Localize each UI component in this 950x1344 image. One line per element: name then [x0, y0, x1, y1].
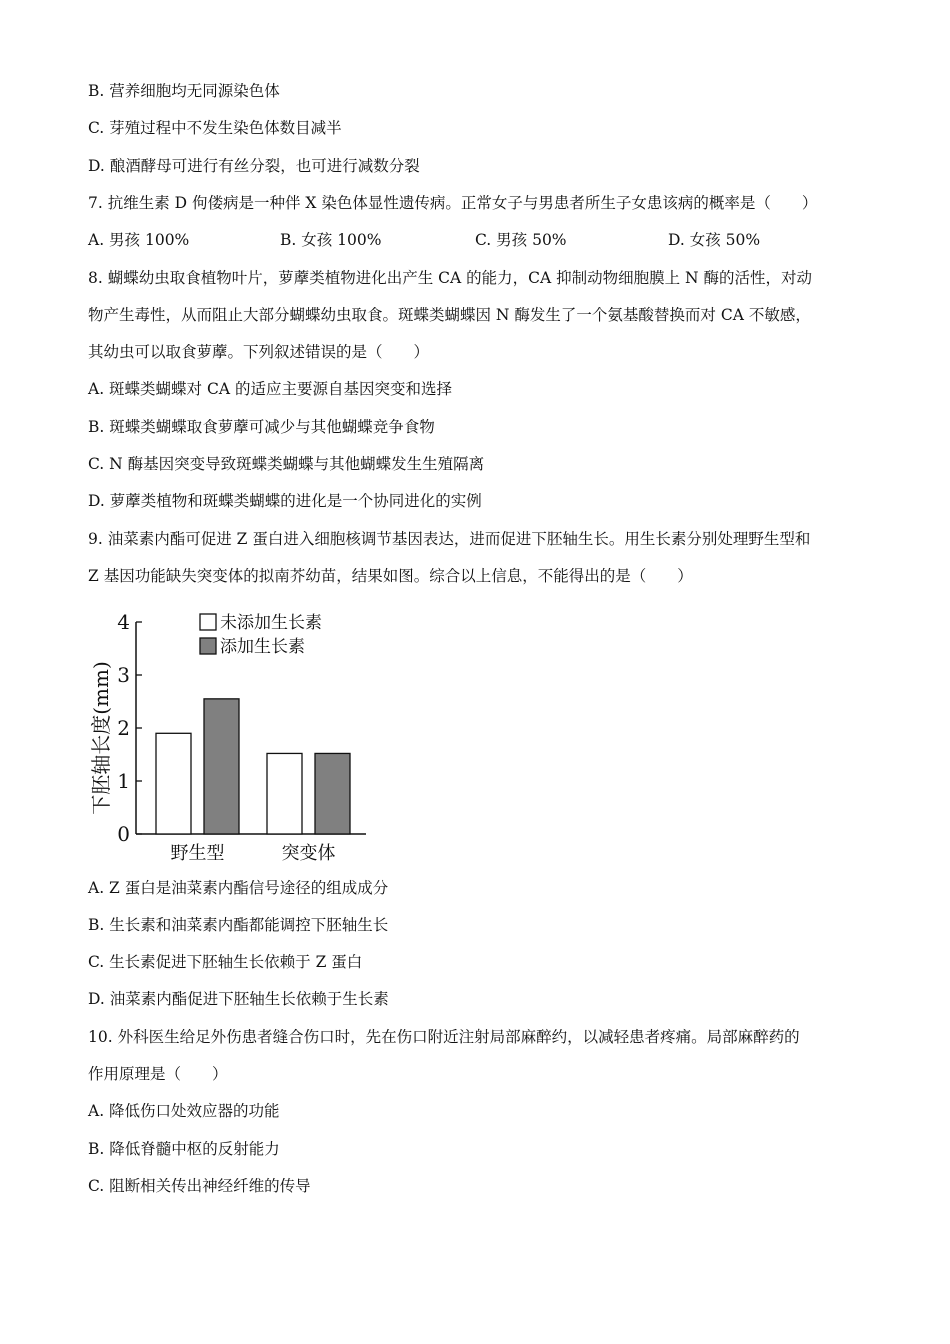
- q8-option-c: C. N 酶基因突变导致斑蝶类蝴蝶与其他蝴蝶发生生殖隔离: [88, 455, 485, 473]
- q8-option-a: A. 斑蝶类蝴蝶对 CA 的适应主要源自基因突变和选择: [88, 380, 452, 398]
- y-axis-label: 下胚轴长度(mm): [89, 661, 113, 815]
- q8-option-b: B. 斑蝶类蝴蝶取食萝藦可减少与其他蝴蝶竞争食物: [88, 418, 435, 436]
- q9-stem-line: Z 基因功能缺失突变体的拟南芥幼苗，结果如图。综合以上信息，不能得出的是（ ）: [88, 567, 693, 585]
- y-tick-label: 1: [117, 769, 130, 793]
- legend-label-auxin: 添加生长素: [220, 637, 305, 657]
- legend-label-no-auxin: 未添加生长素: [220, 613, 322, 633]
- q9-stem-line: 9. 油菜素内酯可促进 Z 蛋白进入细胞核调节基因表达，进而促进下胚轴生长。用生长素分别处理野生型和: [88, 530, 811, 548]
- q6-option-d: D. 酿酒酵母可进行有丝分裂，也可进行减数分裂: [88, 157, 420, 175]
- q9-option-d: D. 油菜素内酯促进下胚轴生长依赖于生长素: [88, 990, 389, 1008]
- x-category-label: 突变体: [281, 843, 336, 864]
- q7-option-d: D. 女孩 50%: [668, 231, 761, 249]
- y-tick-label: 0: [117, 822, 130, 846]
- q8-stem-line: 物产生毒性，从而阻止大部分蝴蝶幼虫取食。斑蝶类蝴蝶因 N 酶发生了一个氨基酸替换而对 CA 不敏感，: [88, 306, 811, 324]
- q6-option-b: B. 营养细胞均无同源染色体: [88, 82, 280, 100]
- q9-option-b: B. 生长素和油菜素内酯都能调控下胚轴生长: [88, 916, 389, 934]
- q8-stem-line: 其幼虫可以取食萝藦。下列叙述错误的是（ ）: [88, 343, 430, 361]
- y-tick-label: 2: [117, 716, 130, 740]
- q8-stem-line: 8. 蝴蝶幼虫取食植物叶片，萝藦类植物进化出产生 CA 的能力，CA 抑制动物细胞膜上 N 酶的活性，对动: [88, 269, 813, 287]
- q10-option-b: B. 降低脊髓中枢的反射能力: [88, 1140, 280, 1158]
- q7-option-a: A. 男孩 100%: [88, 231, 190, 249]
- chart-legend: [200, 613, 322, 657]
- legend-swatch-auxin: [200, 638, 216, 654]
- bar-no-auxin-wild-type: [156, 733, 191, 834]
- hypocotyl-bar-chart: [80, 600, 380, 868]
- q10-stem-line: 作用原理是（ ）: [88, 1065, 228, 1083]
- q6-option-c: C. 芽殖过程中不发生染色体数目减半: [88, 119, 342, 137]
- q7-option-c: C. 男孩 50%: [475, 231, 567, 249]
- q8-option-d: D. 萝藦类植物和斑蝶类蝴蝶的进化是一个协同进化的实例: [88, 492, 482, 510]
- bar-auxin-wild-type: [204, 699, 239, 834]
- q9-option-c: C. 生长素促进下胚轴生长依赖于 Z 蛋白: [88, 953, 363, 971]
- q10-stem-line: 10. 外科医生给足外伤患者缝合伤口时，先在伤口附近注射局部麻醉约，以减轻患者疼痛。局部麻醉药的: [88, 1028, 800, 1046]
- q7-stem: 7. 抗维生素 D 佝偻病是一种伴 X 染色体显性遗传病。正常女子与男患者所生子女患该病的概率是（ ）: [88, 194, 818, 212]
- q9-option-a: A. Z 蛋白是油菜素内酯信号途径的组成成分: [88, 879, 389, 897]
- q10-option-c: C. 阻断相关传出神经纤维的传导: [88, 1177, 311, 1195]
- q7-option-b: B. 女孩 100%: [280, 231, 382, 249]
- x-category-label: 野生型: [170, 843, 225, 864]
- bar-no-auxin-mutant: [267, 753, 302, 834]
- y-tick-label: 3: [117, 663, 130, 687]
- bar-auxin-mutant: [315, 753, 350, 834]
- legend-swatch-no-auxin: [200, 614, 216, 630]
- y-tick-label: 4: [117, 610, 130, 634]
- q10-option-a: A. 降低伤口处效应器的功能: [88, 1102, 280, 1120]
